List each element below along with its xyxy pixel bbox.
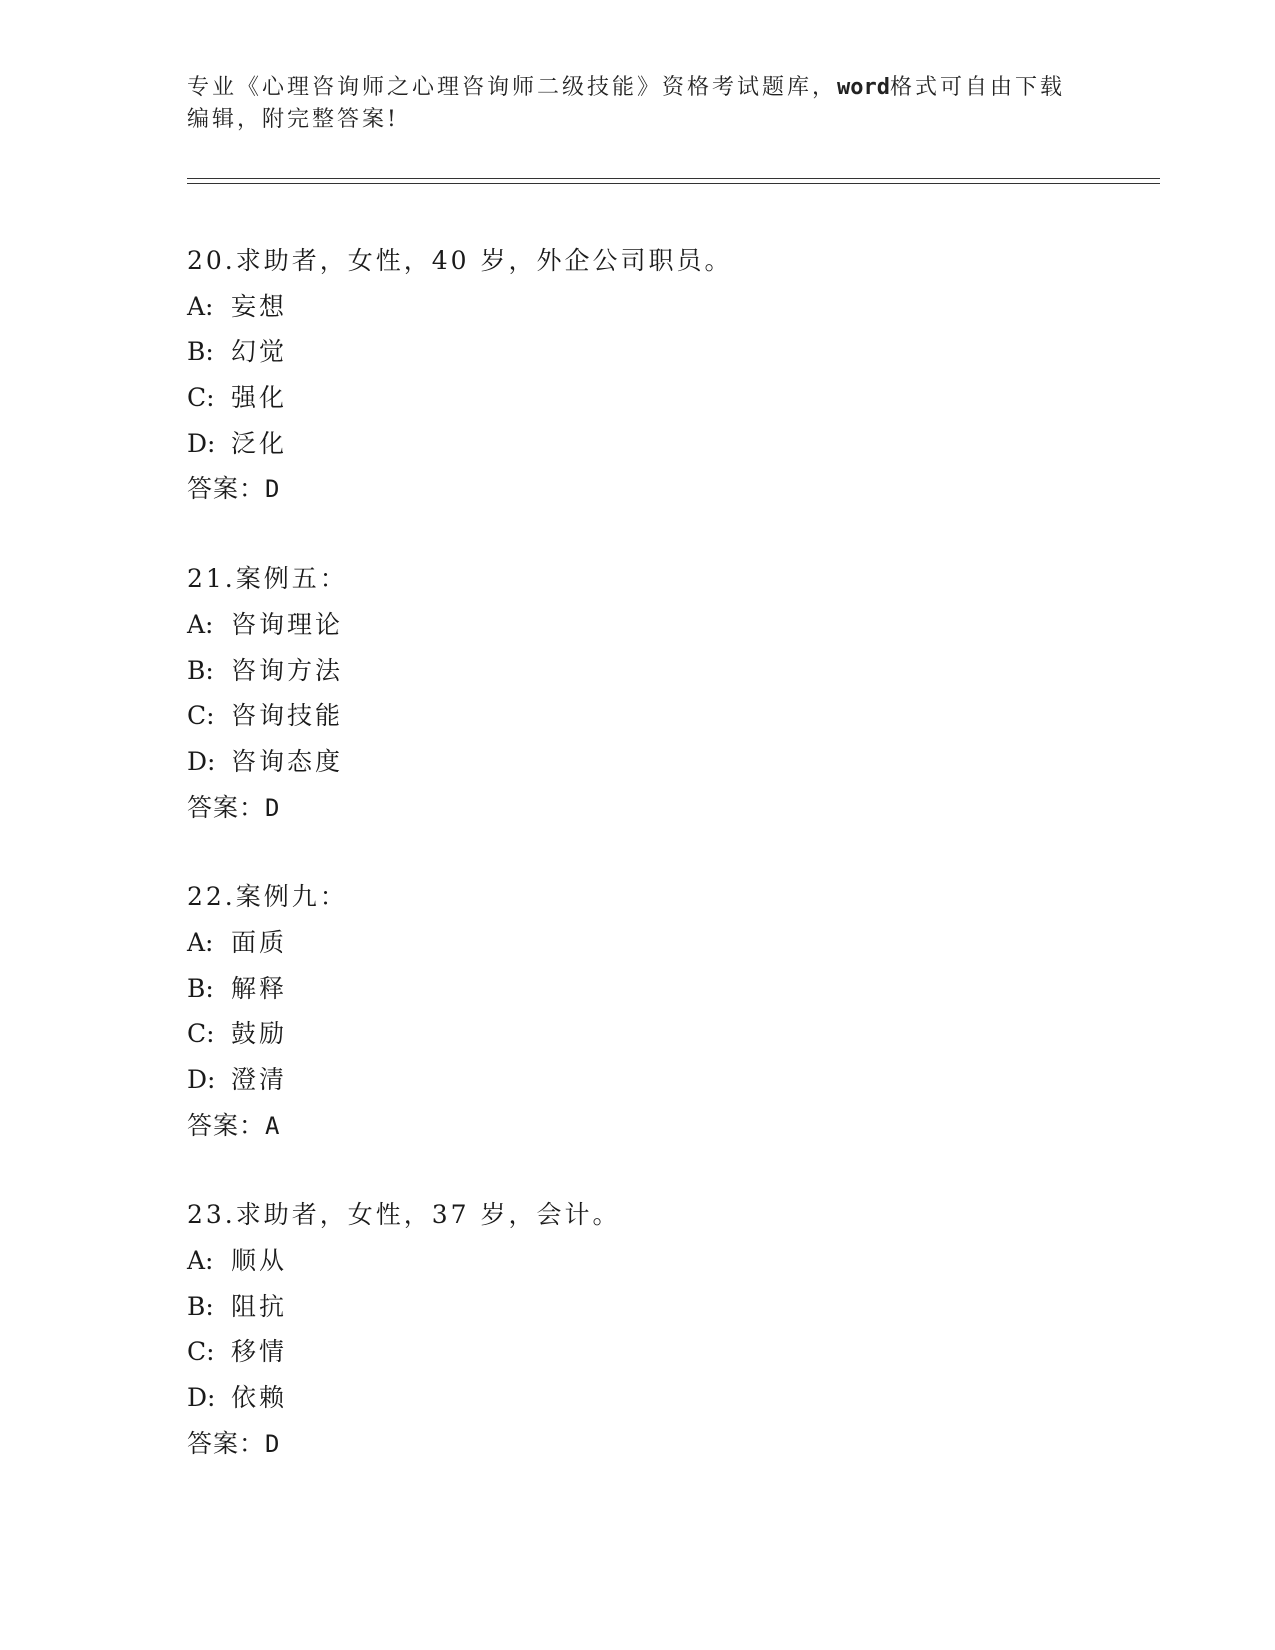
option-text: 阻抗 xyxy=(231,1291,288,1321)
option-letter: A: xyxy=(187,927,214,957)
option-letter: B: xyxy=(187,1291,214,1321)
option-a xyxy=(187,602,1160,648)
option-text: 面质 xyxy=(231,927,288,957)
option-text: 咨询方法 xyxy=(231,655,344,685)
header-divider-bottom xyxy=(187,183,1160,184)
document-header xyxy=(187,72,1087,136)
option-text: 移情 xyxy=(231,1337,288,1367)
answer-label: 答案： xyxy=(187,792,266,822)
answer-label: 答案： xyxy=(187,474,266,504)
option-text: 妄想 xyxy=(231,291,288,321)
question-stem: 20.求助者，女性，40 岁，外企公司职员。 xyxy=(187,246,733,275)
answer-line xyxy=(187,466,1160,512)
option-letter: D: xyxy=(187,428,216,458)
header-line-1 xyxy=(187,72,1087,104)
option-b xyxy=(187,966,1160,1012)
option-letter: A: xyxy=(187,1246,214,1276)
option-letter: D: xyxy=(187,1383,216,1413)
answer-value: D xyxy=(265,475,281,504)
option-c xyxy=(187,1329,1160,1375)
option-text: 澄清 xyxy=(231,1065,288,1094)
option-text: 咨询理论 xyxy=(231,609,344,639)
option-letter: D: xyxy=(187,746,216,776)
answer-value: D xyxy=(265,793,281,822)
option-letter: A: xyxy=(187,609,214,639)
question-stem: 23.求助者，女性，37 岁，会计。 xyxy=(187,1200,621,1230)
option-text: 咨询态度 xyxy=(231,746,344,776)
option-b xyxy=(187,329,1160,375)
header-word-text: word xyxy=(837,75,890,100)
answer-line xyxy=(187,1103,1160,1149)
option-b xyxy=(187,648,1160,694)
answer-label: 答案： xyxy=(187,1110,266,1140)
option-letter: B: xyxy=(187,655,214,685)
question-stem: 21.案例五： xyxy=(187,564,348,594)
option-d xyxy=(187,739,1160,785)
option-letter: C: xyxy=(187,383,215,413)
option-text: 顺从 xyxy=(231,1246,288,1276)
answer-value: D xyxy=(265,1429,281,1458)
option-letter: C: xyxy=(187,1019,215,1049)
header-format-text: 格式可自由下载 xyxy=(890,75,1066,100)
option-d xyxy=(187,1057,1160,1103)
option-c xyxy=(187,1011,1160,1057)
option-a xyxy=(187,284,1160,330)
header-divider-top xyxy=(187,178,1160,179)
option-text: 幻觉 xyxy=(231,337,288,367)
question-22 xyxy=(187,874,1160,1148)
option-text: 解释 xyxy=(231,973,288,1003)
option-c xyxy=(187,375,1160,421)
header-line-2: 编辑，附完整答案! xyxy=(187,107,399,132)
option-a xyxy=(187,1238,1160,1284)
option-text: 泛化 xyxy=(231,428,288,458)
answer-value: A xyxy=(265,1111,281,1140)
option-text: 鼓励 xyxy=(231,1019,288,1049)
question-23 xyxy=(187,1192,1160,1466)
header-title-text: 专业《心理咨询师之心理咨询师二级技能》资格考试题库， xyxy=(187,75,838,100)
question-20 xyxy=(187,238,1160,512)
question-21 xyxy=(187,556,1160,830)
option-c xyxy=(187,693,1160,739)
answer-line xyxy=(187,785,1160,831)
answer-line xyxy=(187,1421,1160,1467)
option-letter: B: xyxy=(187,337,214,367)
option-a xyxy=(187,920,1160,966)
option-d xyxy=(187,1375,1160,1421)
option-text: 依赖 xyxy=(231,1383,288,1413)
option-letter: C: xyxy=(187,701,215,731)
option-d xyxy=(187,421,1160,467)
option-b xyxy=(187,1284,1160,1330)
option-letter: B: xyxy=(187,973,214,1003)
question-stem: 22.案例九： xyxy=(187,882,348,912)
option-letter: A: xyxy=(187,291,214,321)
option-letter: D: xyxy=(187,1065,216,1094)
option-text: 咨询技能 xyxy=(231,701,344,731)
option-letter: C: xyxy=(187,1337,215,1367)
answer-label: 答案： xyxy=(187,1428,266,1458)
question-list xyxy=(187,238,1160,1511)
option-text: 强化 xyxy=(231,383,288,413)
